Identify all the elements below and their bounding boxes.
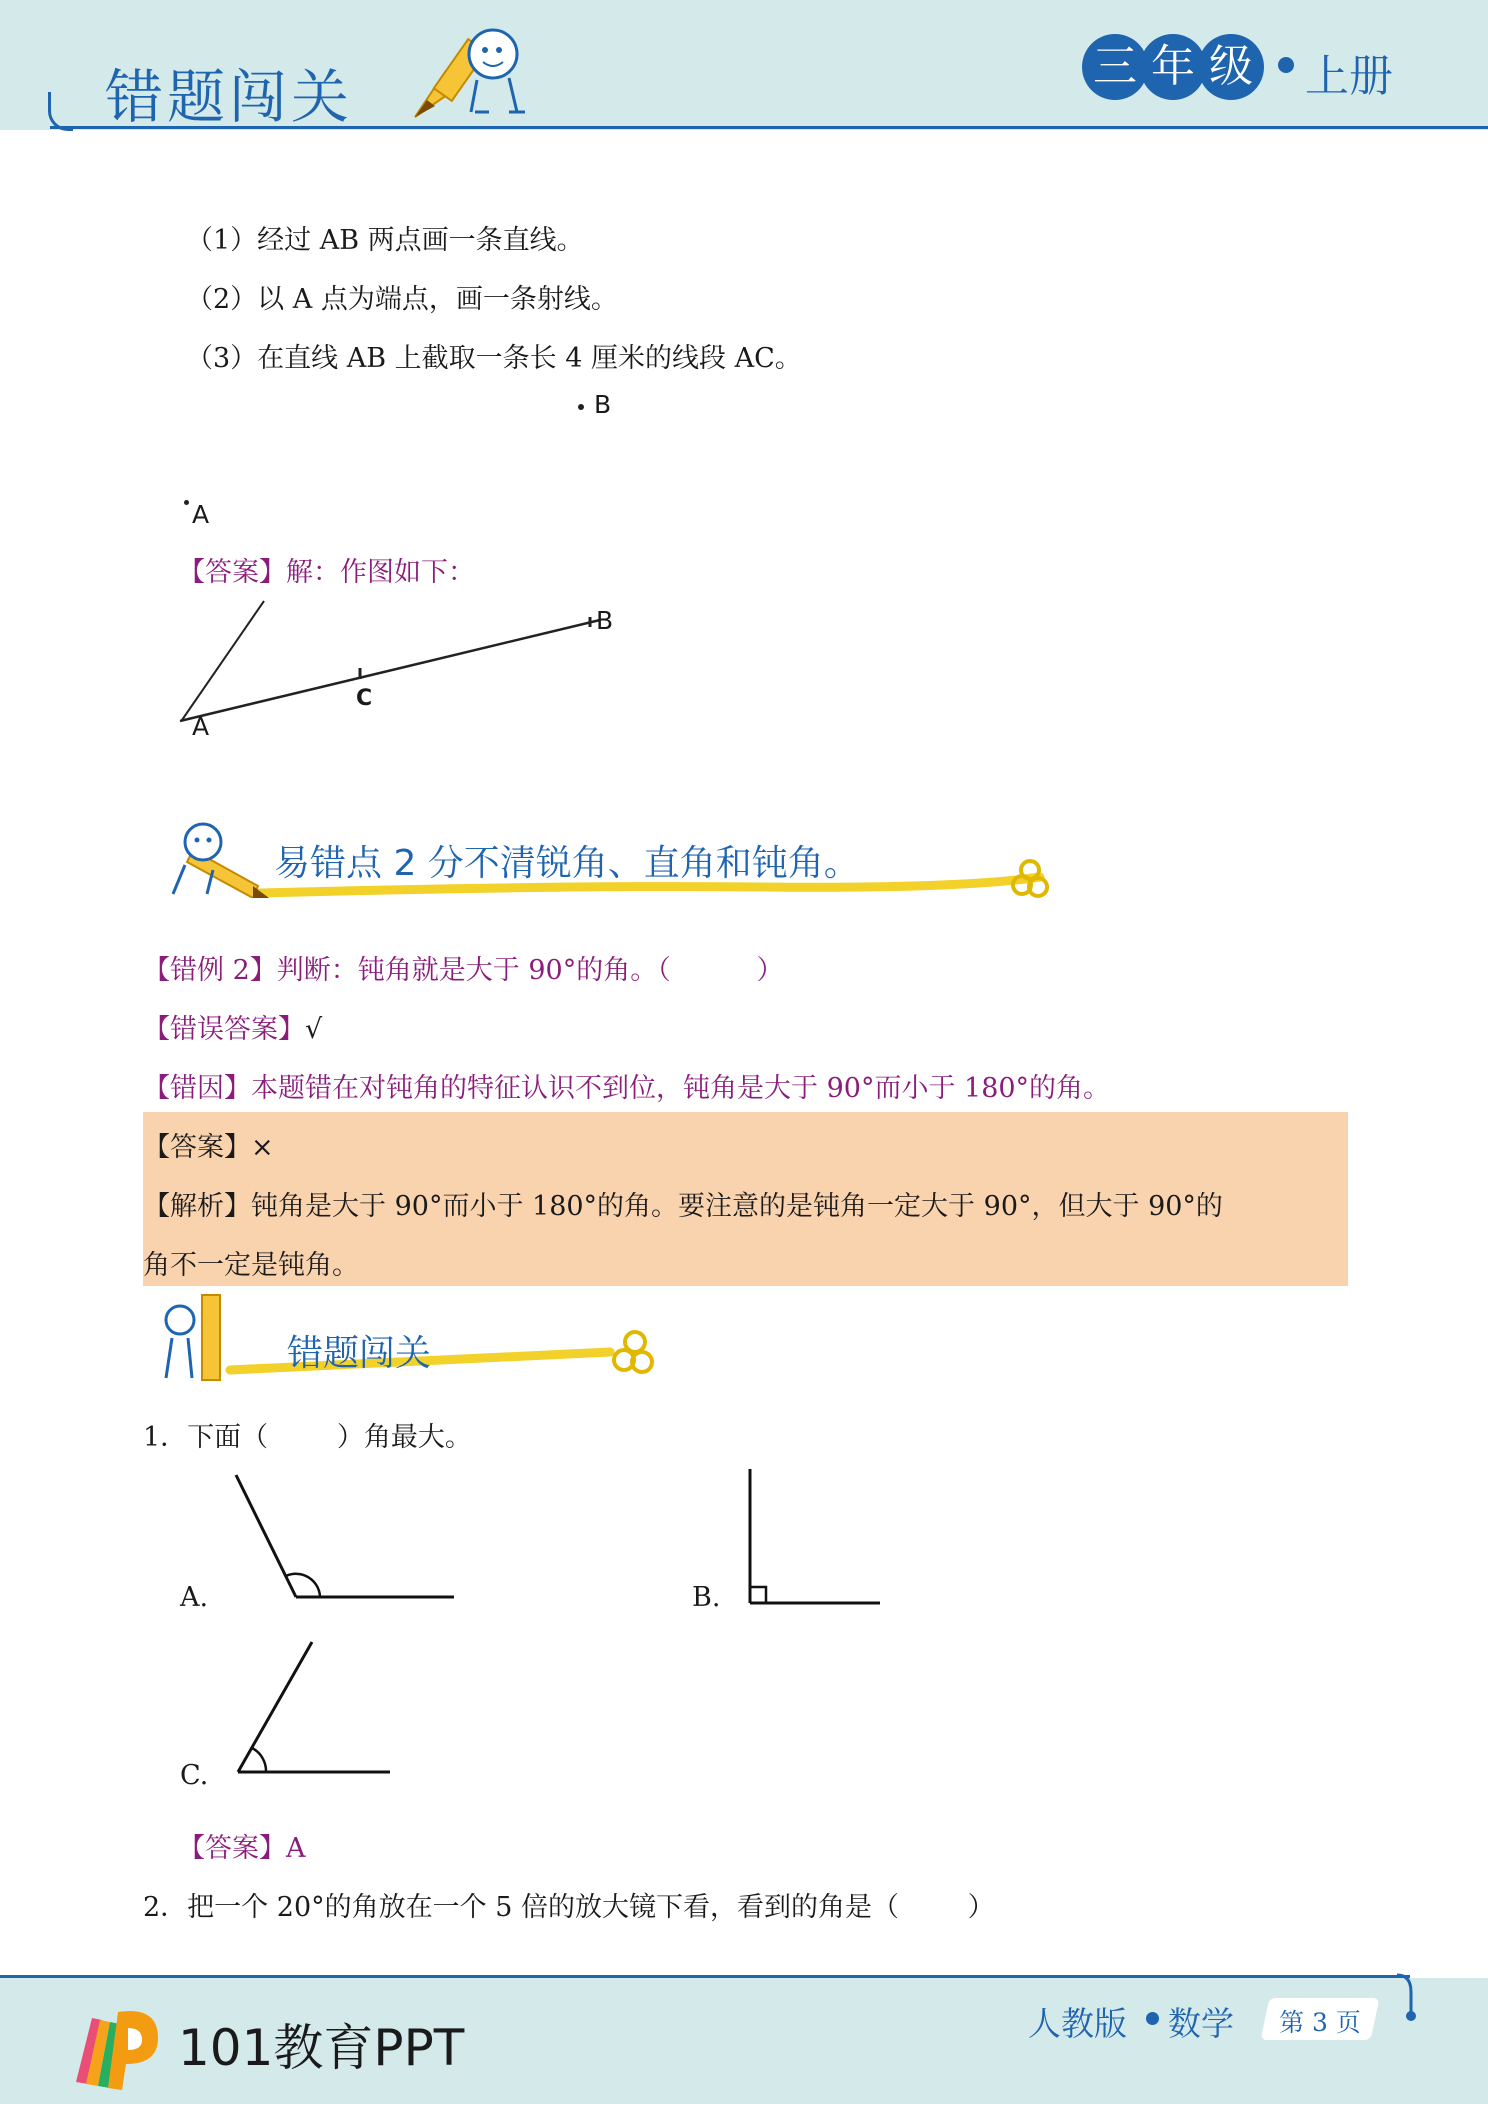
point-a-label: A [192, 500, 210, 529]
angle-option-a [230, 1470, 460, 1610]
question-1: 1．下面（ ）角最大。 [143, 1422, 472, 1453]
analysis-line-1: 【解析】钝角是大于 90°而小于 180°的角。要注意的是钝角一定大于 90°，但大于 90°的 [143, 1191, 1223, 1222]
error-example-text: 【错例 2】判断：钝角就是大于 90°的角。（ ） [143, 955, 784, 986]
angle-option-c [230, 1638, 400, 1780]
grade-term: 上册 [1305, 51, 1393, 102]
answer-point-b: B [596, 606, 614, 635]
problem-step-3: （3）在直线 AB 上截取一条长 4 厘米的线段 AC。 [186, 343, 802, 374]
problem1-answer: 【答案】解：作图如下： [178, 557, 475, 588]
answer-point-c: C [356, 686, 373, 711]
q1-answer: 【答案】A [178, 1833, 306, 1864]
error-example [143, 948, 784, 987]
section2-answer: 【答案】× [143, 1132, 274, 1163]
point-a-dot [184, 500, 189, 505]
option-b-label: B. [692, 1582, 721, 1613]
section2-heading: 易错点 2 分不清锐角、直角和钝角。 [274, 843, 860, 884]
section3-heading: 错题闯关 [287, 1333, 432, 1374]
footer-edition: 人教版 [1028, 2004, 1127, 2043]
header-title: 错题闯关 [105, 63, 354, 131]
wrong-answer [143, 1007, 322, 1046]
brand-logo-icon [68, 1992, 164, 2092]
grade-char-3: 级 [1198, 34, 1264, 100]
wrong-answer-label: 【错误答案】 [143, 1014, 305, 1045]
point-b-dot [578, 404, 584, 410]
question-2: 2．把一个 20°的角放在一个 5 倍的放大镜下看，看到的角是（ ） [143, 1892, 995, 1923]
footer-hook [1395, 1972, 1425, 2024]
footer-subject: 数学 [1168, 2004, 1234, 2043]
answer-line-diagram [170, 595, 630, 755]
angle-option-b [740, 1465, 890, 1605]
point-b-label: B [594, 390, 612, 419]
grade-char-1: 三 [1082, 34, 1148, 100]
option-c-label: C. [180, 1760, 209, 1791]
analysis-line-2: 角不一定是钝角。 [143, 1250, 359, 1281]
error-reason: 【错因】本题错在对钝角的特征认识不到位，钝角是大于 90°而小于 180°的角。 [143, 1073, 1111, 1104]
footer-rule [0, 1975, 1410, 1978]
footer-dot [1146, 2012, 1159, 2025]
problem-step-1: （1）经过 AB 两点画一条直线。 [186, 225, 584, 256]
pencil-mascot-icon [405, 12, 545, 124]
wrong-answer-value: √ [305, 1014, 323, 1045]
grade-char-2: 年 [1140, 34, 1206, 100]
page-number: 第 3 页 [1279, 2008, 1361, 2037]
mascot-icon [163, 820, 269, 898]
brand-name: 101教育PPT [178, 2019, 465, 2077]
option-a-label: A. [180, 1582, 209, 1613]
problem-step-2: （2）以 A 点为端点，画一条射线。 [186, 284, 618, 315]
grade-dot [1278, 57, 1294, 73]
answer-point-a: A [192, 712, 210, 741]
